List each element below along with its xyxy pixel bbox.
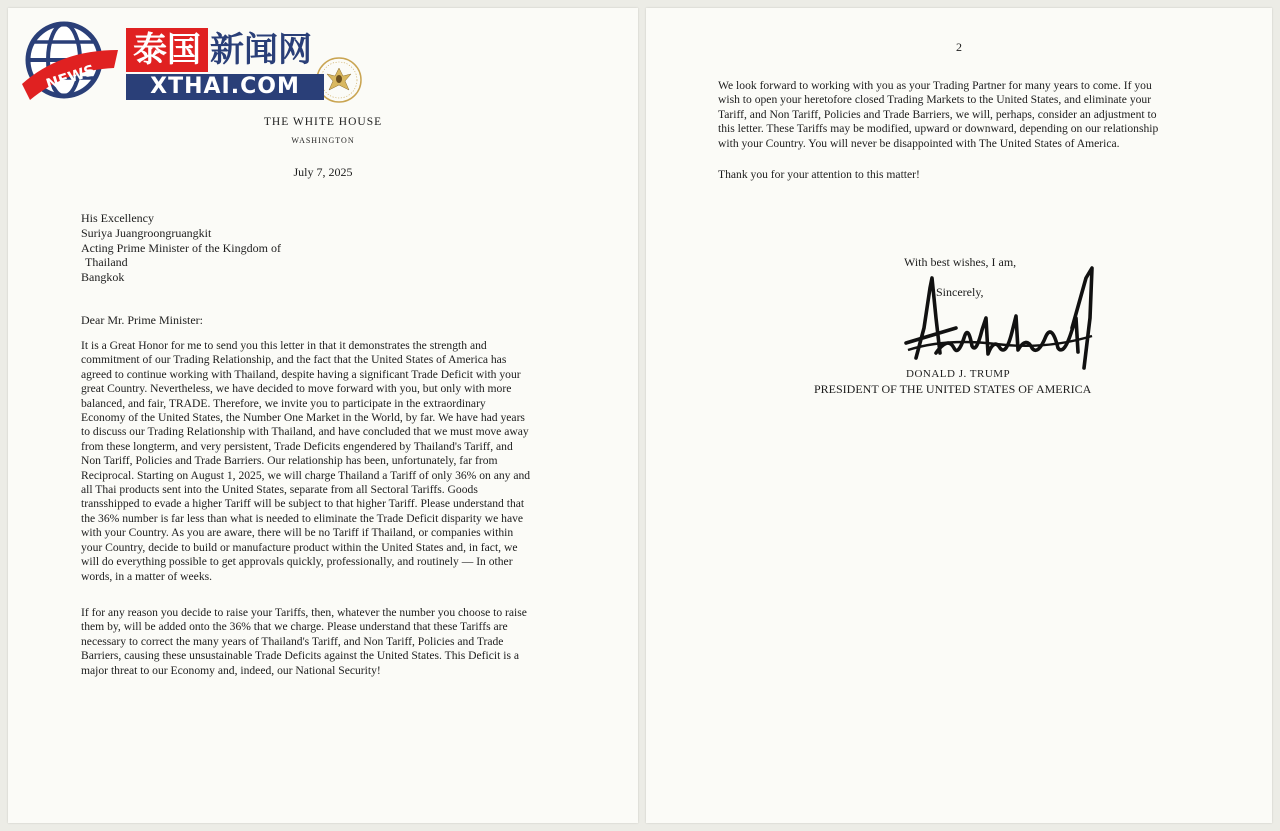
paragraph-2: [81, 606, 581, 678]
paragraph-line: major threat to our Economy and, indeed, our National Security!: [81, 663, 381, 677]
letter-page-2: [646, 8, 1272, 823]
paragraph-line: the 36% number is far less than what is needed to eliminate the Trade Deficit disparity we have: [81, 511, 524, 525]
paragraph-line: this letter. These Tariffs may be modified, upward or downward, depending on our relationship: [718, 122, 1159, 136]
paragraph-line: to discuss our Trading Relationship with Thailand, and have concluded that we must move away: [81, 425, 529, 439]
paragraph-line: Reciprocal. Starting on August 1, 2025, we will charge Thailand a Tariff of only 36% on any and: [81, 468, 531, 482]
closing-line: With best wishes, I am,: [904, 255, 1017, 269]
paragraph-1: [81, 339, 581, 584]
paragraph-line: Non Tariff, Policies and Trade Barriers. Our relationship has been, unfortunately, far from: [81, 454, 498, 468]
address-line: Acting Prime Minister of the Kingdom of: [81, 240, 281, 255]
letter-date: July 7, 2025: [293, 165, 353, 179]
paragraph-line: We look forward to working with you as your Trading Partner for many years to come. If you: [718, 79, 1152, 92]
paragraph-line: transshipped to evade a higher Tariff will be subject to that higher Tariff. Please understand that: [81, 497, 525, 511]
paragraph-line: If for any reason you decide to raise your Tariffs, then, whatever the number you choose to raise: [81, 606, 527, 619]
paragraph-line: will do everything possible to get approvals quickly, professionally, and routinely — In other: [81, 555, 513, 569]
news-globe-icon: [20, 20, 120, 104]
xthai-news-logo: [18, 18, 348, 108]
paragraph-line: from these longterm, and very persistent, Trade Deficits engendered by Thailand's Tariff, and: [81, 439, 513, 453]
paragraph-line: with your Country. As you are aware, there will be no Tariff if Thailand, or companies within: [81, 526, 514, 540]
recipient-address: [81, 211, 281, 285]
logo-chinese-part1: 泰国: [126, 28, 208, 72]
signer-name: DONALD J. TRUMP: [906, 368, 1011, 380]
closing-sincerely: Sincerely,: [936, 285, 984, 299]
logo-domain: XTHAI.COM: [126, 74, 324, 100]
paragraph-line: wish to open your heretofore closed Trading Markets to the United States, and eliminate your: [718, 93, 1152, 107]
page-number: 2: [956, 40, 962, 54]
salutation: Dear Mr. Prime Minister:: [81, 313, 203, 327]
paragraph-line: Tariff, and Non Tariff, Policies and Trade Barriers, we will, perhaps, consider an adjustment to: [718, 107, 1157, 121]
letterhead-title: THE WHITE HOUSE: [263, 116, 383, 128]
logo-chinese-part2: 新闻网: [210, 30, 312, 70]
letterhead-subtitle: WASHINGTON: [291, 136, 355, 145]
paragraph-line: commitment of our Trading Relationship, and the fact that the United States of America has: [81, 353, 507, 367]
paragraph-line: words, in a matter of weeks.: [81, 569, 213, 583]
thanks-line: Thank you for your attention to this matter!: [718, 168, 920, 181]
paragraph-line: great Country. Nevertheless, we have decided to move forward with you, but only with more: [81, 382, 512, 396]
paragraph-line: Barriers, causing these unsustainable Trade Deficits against the United States. This Deficit is a: [81, 649, 519, 663]
handwritten-signature: [896, 258, 1106, 383]
paragraph-line: all Thai products sent into the United States, separate from all Sectoral Tariffs. Goods: [81, 483, 478, 497]
paragraph-3: [718, 79, 1218, 151]
address-line: His Excellency: [81, 211, 154, 225]
news-label: NEWS: [43, 60, 98, 94]
paragraph-line: your Country, decide to build or manufacture product within the United States and, in fact, we: [81, 540, 518, 554]
letter-page-1: [8, 8, 638, 823]
address-line: Thailand: [85, 255, 128, 270]
paragraph-line: Economy of the United States, the Number One Market in the World, by far. We have had years: [81, 411, 525, 425]
signer-title: PRESIDENT OF THE UNITED STATES OF AMERICA: [814, 382, 1092, 396]
paragraph-line: agreed to continue working with Thailand, despite having a significant Trade Deficit with your: [81, 367, 521, 381]
paragraph-line: with your Country. You will never be disappointed with The United States of America.: [718, 136, 1120, 150]
address-line: Suriya Juangroongruangkit: [81, 225, 212, 240]
paragraph-line: balanced, and fair, TRADE. Therefore, we invite you to participate in the extraordinary: [81, 396, 486, 410]
paragraph-line: It is a Great Honor for me to send you this letter in that it demonstrates the strength and: [81, 339, 487, 352]
paragraph-line: them by, will be added onto the 36% that we charge. Please understand that these Tariffs are: [81, 620, 508, 634]
address-line: Bangkok: [81, 270, 125, 285]
paragraph-line: necessary to correct the many years of Thailand's Tariff, and Non Tariff, Policies and Trade: [81, 634, 504, 648]
logo-chinese-name: [126, 28, 324, 72]
